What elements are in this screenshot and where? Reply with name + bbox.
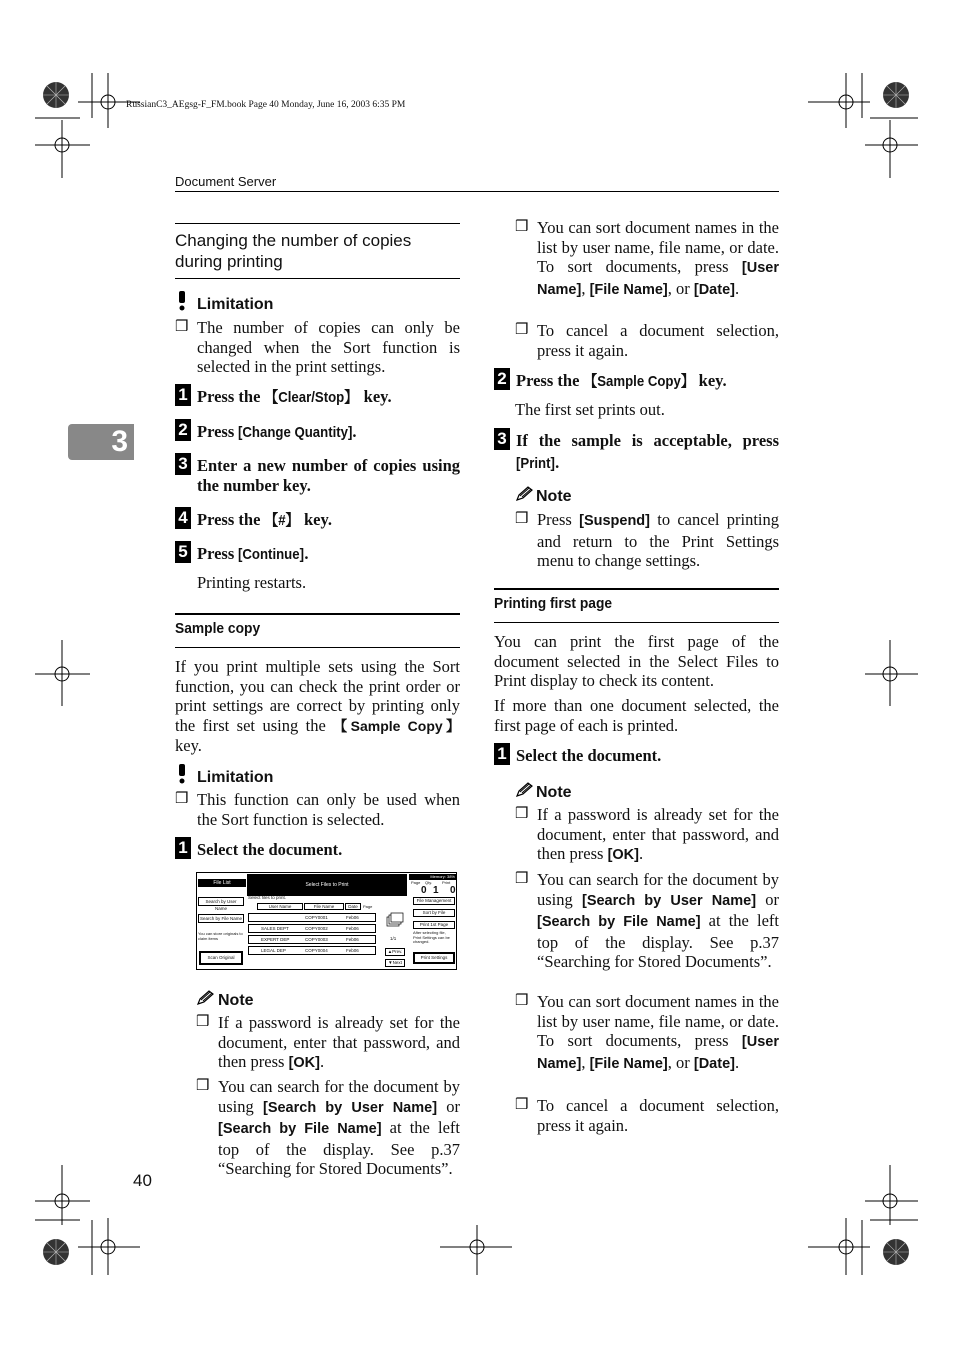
change-quantity-key: [Change Quantity] <box>238 424 353 441</box>
select-files-label: Select files to print. <box>248 895 287 900</box>
heading2-rule-top <box>175 613 460 615</box>
limitation2-item: ❒ This function can only be used when the Sort function is selected. <box>175 790 460 829</box>
step-number: 3 <box>494 428 510 450</box>
sample-intro: If you print multiple sets using the Sort function, you can check the print order or print settings are correct by printing only the first set using the 【Sample Copy】 key. <box>175 657 460 756</box>
scan-original-button[interactable]: Scan Original <box>199 951 243 965</box>
sort-date-button[interactable]: Date <box>345 903 361 910</box>
step-number: 1 <box>175 837 191 859</box>
note-item-sort: ❒ You can sort document names in the list by user name, file name, or date. To sort documents, press [User Name], [File Name], or [Date]. <box>515 218 779 298</box>
limitation-text: The number of copies can only be changed when the Sort function is selected in the print settings. <box>197 318 460 377</box>
sort-file-name-button[interactable]: File Name <box>304 903 344 910</box>
page-number: 40 <box>133 1171 152 1190</box>
step-number: 1 <box>494 743 510 765</box>
heading2-rule-bottom <box>175 647 460 648</box>
file-info: RussianC3_AEgsg-F_FM.book Page 40 Monday, June 16, 2003 6:35 PM <box>126 100 406 110</box>
heading3-rule-top <box>494 588 779 590</box>
document-stack-icon <box>385 911 405 929</box>
note-item-suspend: ❒ Press [Suspend] to cancel printing and return to the Print Settings menu to change settings. <box>515 510 779 571</box>
step-number: 3 <box>175 453 191 475</box>
step-number: 4 <box>175 507 191 529</box>
note2-item-sort: ❒ You can sort document names in the list by user name, file name, or date. To sort documents, press [User Name], [File Name], or [Date]. <box>515 992 779 1072</box>
note-label-2: Note <box>536 784 572 801</box>
continue-key: [Continue] <box>238 546 305 563</box>
memory-status: Memory: 38% <box>409 874 457 880</box>
search-by-user-button[interactable]: Search by User Name <box>198 897 244 906</box>
step-number: 5 <box>175 541 191 563</box>
qty-label: Qty. <box>425 880 433 885</box>
note-pencil-icon <box>196 990 216 1011</box>
counter-qty: 1 <box>433 885 439 896</box>
first-page-para1: You can print the first page of the document selected in the Select Files to Print display to check its content. <box>494 632 779 691</box>
print-key: [Print] <box>516 455 555 472</box>
print-first-page-button[interactable]: Print 1st Page <box>413 921 455 929</box>
step-sample-copy: 2 Press the 【Sample Copy】 key. <box>494 368 779 390</box>
limitation-icon <box>176 291 188 316</box>
screen-title: Select Files to Print <box>247 874 407 896</box>
file-list-tab[interactable]: File List <box>198 879 246 887</box>
search-by-file-button[interactable]: Search by File Name <box>199 916 243 921</box>
prev-button[interactable]: ▲Prev. <box>385 948 405 956</box>
limitation2-icon <box>176 764 188 789</box>
printing-restarts: Printing restarts. <box>197 573 307 592</box>
ok-key: [OK] <box>288 1055 320 1072</box>
print-settings-button[interactable]: Print Settings <box>413 952 455 964</box>
page-label: Page <box>411 880 421 885</box>
step-enter-number <box>175 453 460 497</box>
note2-item-cancel: ❒ To cancel a document selection, press it again. <box>515 1096 779 1135</box>
first-page-para2: If more than one document selected, the first page of each is printed. <box>494 696 779 735</box>
header-rule <box>175 191 779 192</box>
sample-copy-key: 【Sample Copy】 <box>333 717 460 734</box>
note-item-cancel: ❒ To cancel a document selection, press it again. <box>515 321 779 360</box>
file-row[interactable]: EXPERT DEP COPY0003 Feb06 <box>248 935 376 944</box>
note-item-password: ❒ If a password is already set for the document, enter that password, and then press [OK]. <box>196 1013 460 1072</box>
heading-changing-copies: Changing the number of copies during printing <box>175 231 412 271</box>
counter-page: 0 <box>421 885 427 896</box>
step-select-document <box>175 837 460 859</box>
suspend-key: [Suspend] <box>579 513 650 529</box>
step-enter-number-text: Enter a new number of copies using the number key. <box>197 456 460 495</box>
limitation2-text: This function can only be used when the Sort function is selected. <box>197 790 460 829</box>
step-continue: 5 Press [Continue]. <box>175 541 460 563</box>
sort-by-file-button[interactable]: Sort by File <box>413 909 455 917</box>
step-number: 2 <box>494 368 510 390</box>
file-row[interactable]: LEGAL DEP COPY0004 Feb06 <box>248 946 376 955</box>
page-col-label: Page <box>363 904 373 909</box>
step-change-quantity: 2 Press [Change Quantity]. <box>175 419 460 441</box>
step-select-text: Select the document. <box>197 840 343 859</box>
limitation-label: Limitation <box>197 296 274 313</box>
limitation2-label: Limitation <box>197 769 274 786</box>
first-set-text: The first set prints out. <box>515 400 665 419</box>
note-item-search: ❒ You can search for the document by using [Search by User Name] or [Search by File Name] at the left top of the display. See p.37 “Searching for Stored Documents”. <box>196 1077 460 1179</box>
running-header: Document Server <box>175 174 277 189</box>
note2-item-search: ❒ You can search for the document by using [Search by User Name] or [Search by File Name] at the left top of the display. See p.37 “Searching for Stored Documents”. <box>515 870 779 972</box>
note-label: Note <box>218 992 254 1009</box>
heading1-rule-top <box>175 223 460 224</box>
heading3-rule-bottom <box>494 622 779 623</box>
step-number: 1 <box>175 384 191 406</box>
note2-item-password: ❒ If a password is already set for the document, enter that password, and then press [OK]. <box>515 805 779 864</box>
file-row[interactable]: SALES DEPT COPY0002 Feb06 <box>248 924 376 933</box>
hint-text: You can store originals to claim items <box>198 931 243 941</box>
search-by-file-key: [Search by File Name] <box>218 1121 382 1138</box>
print-label: Print <box>442 880 451 885</box>
search-by-user-key: [Search by User Name] <box>262 1099 438 1116</box>
step-clear-stop: 1 Press the 【Clear/Stop】 key. <box>175 384 460 406</box>
step-print: 3 If the sample is acceptable, press [Print]. <box>494 428 779 472</box>
limitation-item: ❒ The number of copies can only be changed when the Sort function is selected in the print settings. <box>175 318 460 377</box>
note-label: Note <box>536 488 572 505</box>
counter-print: 0 <box>450 885 456 896</box>
note-pencil-icon <box>515 486 535 507</box>
sample-copy-key: 【Sample Copy】 <box>583 373 694 390</box>
sort-user-name-button[interactable]: User Name <box>257 903 303 910</box>
page-indicator: 1/1 <box>390 936 397 941</box>
clear-stop-key: 【Clear/Stop】 <box>264 389 357 406</box>
note-pencil-icon <box>515 782 535 803</box>
next-button[interactable]: ▼Next <box>385 959 405 967</box>
step-number: 2 <box>175 419 191 441</box>
file-row[interactable]: COPY0001 Feb06 <box>248 913 376 922</box>
select-files-screen <box>196 872 457 970</box>
chapter-tab: 3 <box>68 424 134 460</box>
heading1-rule-bottom <box>175 278 460 279</box>
step-select-document-2: 1 Select the document. <box>494 743 779 765</box>
heading-printing-first-page: Printing first page <box>494 595 613 612</box>
hash-key: 【#】 <box>264 512 299 529</box>
step-hash-key: 4 Press the 【#】 key. <box>175 507 460 529</box>
file-management-button[interactable]: File Management <box>413 897 455 905</box>
heading-sample-copy: Sample copy <box>175 620 261 637</box>
side-note: After selecting file, Print Settings can be changed. <box>413 930 450 945</box>
